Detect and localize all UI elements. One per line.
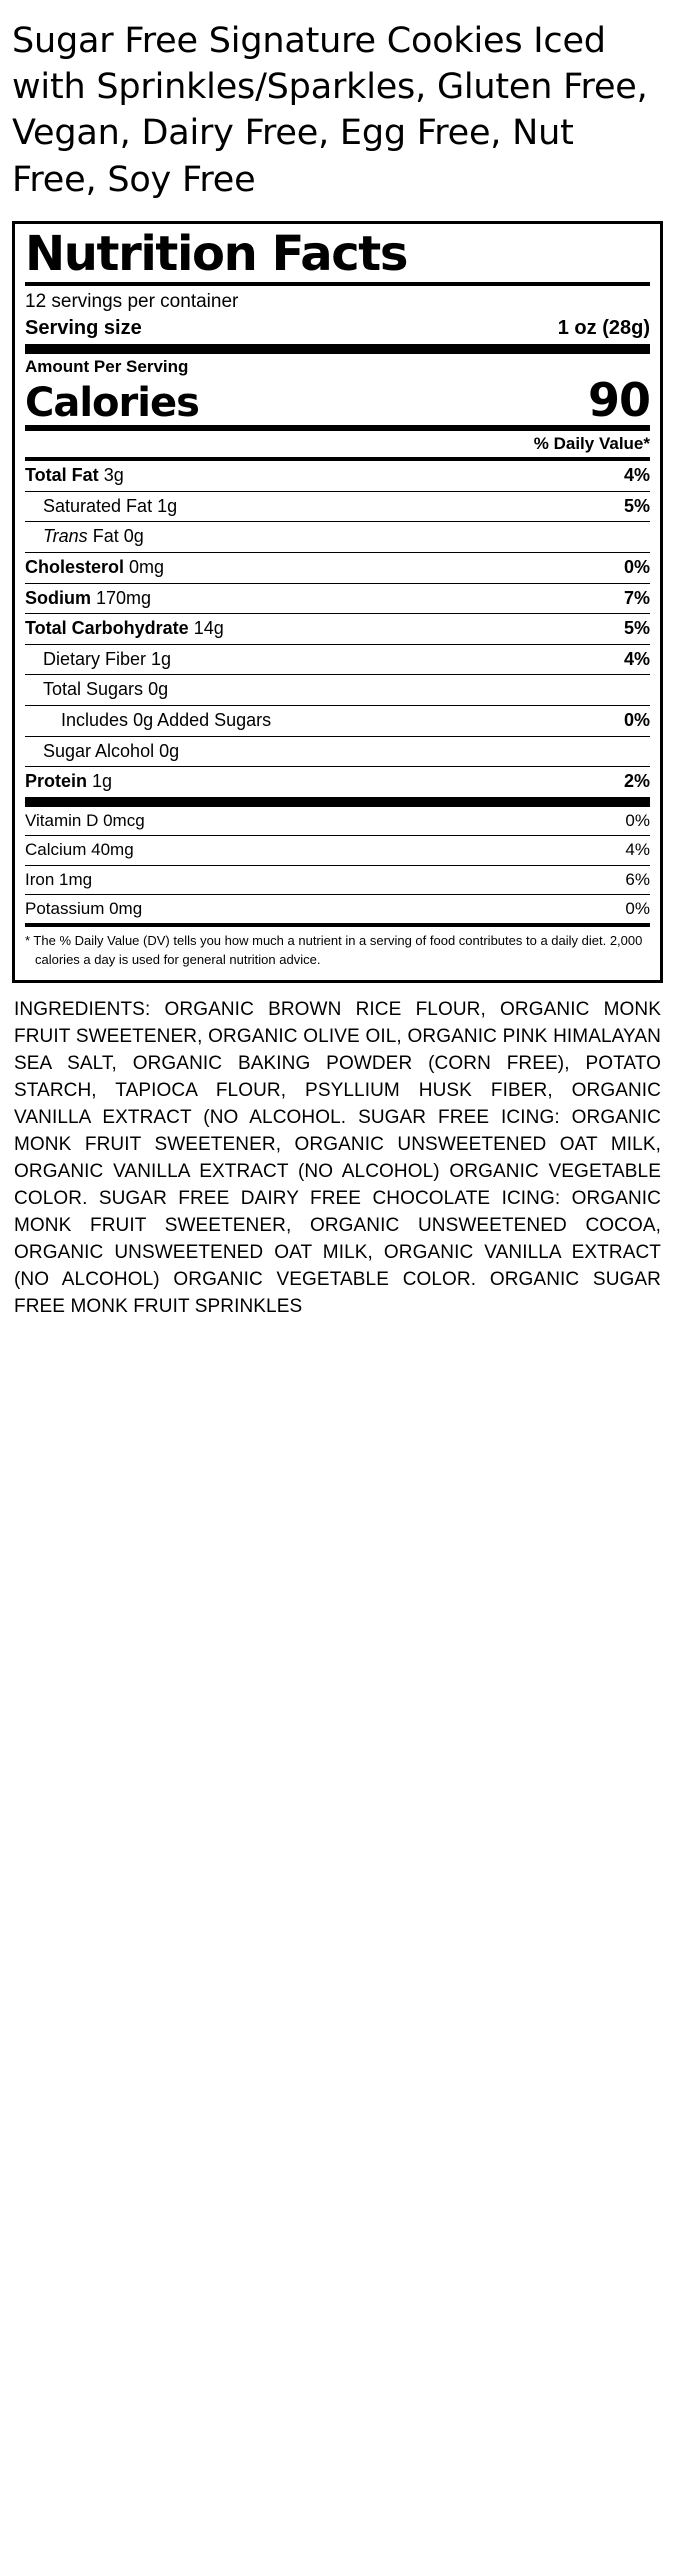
nutrient-dv: 7%: [623, 587, 650, 608]
nutrient-dv: 4%: [625, 840, 650, 860]
nutrient-dv: 0%: [625, 899, 650, 918]
nutrient-dv: 4%: [623, 465, 650, 486]
servings-per-container: 12 servings per container: [25, 290, 239, 312]
nutrient-dv: 6%: [625, 869, 650, 889]
calories-label: Calories: [25, 380, 199, 427]
nutrition-facts-panel: [12, 221, 663, 983]
nutrient-dv: 4%: [623, 648, 650, 669]
table-row: [25, 521, 650, 552]
serving-size-row: [25, 316, 650, 344]
table-row: [25, 583, 650, 614]
nutrient-name: Iron 1mg: [25, 869, 93, 889]
daily-value-header: % Daily Value*: [533, 434, 650, 454]
nutrient-rows: [25, 461, 650, 797]
ingredients-text: INGREDIENTS: ORGANIC BROWN RICE FLOUR, ORGANIC MONK FRUIT SWEETENER, ORGANIC OLIVE OIL, ORGANIC PINK HIMALAYAN SEA SALT, ORGANIC BAKING POWDER (CORN FREE), POTATO STARCH, TAPIOCA FLOUR, PSYLLIUM HUSK FIBER, ORGANIC VANILLA EXTRACT (NO ALCOHOL. SUGAR FREE ICING: ORGANIC MONK FRUIT SWEETENER, ORGANIC UNSWEETENED OAT MILK, ORGANIC VANILLA EXTRACT (NO ALCOHOL) ORGANIC VEGETABLE COLOR. SUGAR FREE DAIRY FREE CHOCOLATE ICING: ORGANIC MONK FRUIT SWEETENER, ORGANIC UNSWEETENED COCOA, ORGANIC UNSWEETENED OAT MILK, ORGANIC VANILLA EXTRACT (NO ALCOHOL) ORGANIC VEGETABLE COLOR. ORGANIC SUGAR FREE MONK FRUIT SPRINKLES: [14, 999, 661, 1317]
table-row: [25, 894, 650, 923]
nutrient-dv: 5%: [623, 618, 650, 639]
vitamin-rows: [25, 807, 650, 924]
table-row: [25, 766, 650, 797]
nutrient-name: Protein 1g: [25, 771, 113, 792]
daily-value-footnote: [25, 927, 650, 972]
table-row: [25, 674, 650, 705]
nutrient-name: Total Sugars 0g: [43, 679, 169, 700]
divider-thick-bottom: [25, 797, 650, 807]
table-row: [25, 736, 650, 767]
table-row: [25, 552, 650, 583]
nutrient-name: Sugar Alcohol 0g: [43, 740, 180, 761]
table-row: [25, 613, 650, 644]
nutrient-name: Vitamin D 0mcg: [25, 810, 145, 830]
nutrient-dv: 0%: [623, 557, 650, 578]
nutrient-name: Total Fat 3g: [25, 465, 124, 486]
nutrient-dv: 2%: [623, 771, 650, 792]
serving-size-label: Serving size: [25, 317, 142, 340]
nutrient-name: Trans Fat 0g: [43, 526, 144, 547]
nutrient-name: Sodium 170mg: [25, 587, 152, 608]
nutrient-name: Cholesterol 0mg: [25, 557, 165, 578]
footnote-text: * The % Daily Value (DV) tells you how much a nutrient in a serving of food contributes to a daily diet. 2,000 calories a day is used for general nutrition advice.: [25, 933, 643, 968]
calories-value: 90: [587, 373, 650, 428]
nutrient-name: Total Carbohydrate 14g: [25, 618, 224, 639]
nutrient-name: Saturated Fat 1g: [43, 495, 178, 516]
table-row: [25, 865, 650, 894]
amount-per-serving-label: Amount Per Serving: [25, 357, 189, 377]
table-row: [25, 644, 650, 675]
nutrient-dv: 0%: [625, 810, 650, 830]
nutrient-dv: 5%: [623, 495, 650, 516]
divider-thick-top: [25, 344, 650, 354]
calories-row: [25, 373, 650, 428]
nutrient-name: Calcium 40mg: [25, 840, 134, 860]
table-row: [25, 807, 650, 835]
nutrient-name: Includes 0g Added Sugars: [61, 710, 272, 731]
nutrient-name: Dietary Fiber 1g: [43, 648, 172, 669]
nutrient-name: Potassium 0mg: [25, 899, 143, 918]
table-row: [25, 705, 650, 736]
nutrient-dv: 0%: [623, 710, 650, 731]
table-row: [25, 461, 650, 491]
table-row: [25, 835, 650, 864]
nutrition-facts-heading: Nutrition Facts: [25, 225, 408, 282]
serving-size-value: 1 oz (28g): [557, 317, 650, 340]
page-title: Sugar Free Signature Cookies Iced with Sprinkles/Sparkles, Gluten Free, Vegan, Dairy Free, Egg Free, Nut Free, Soy Free: [12, 21, 648, 200]
table-row: [25, 491, 650, 522]
